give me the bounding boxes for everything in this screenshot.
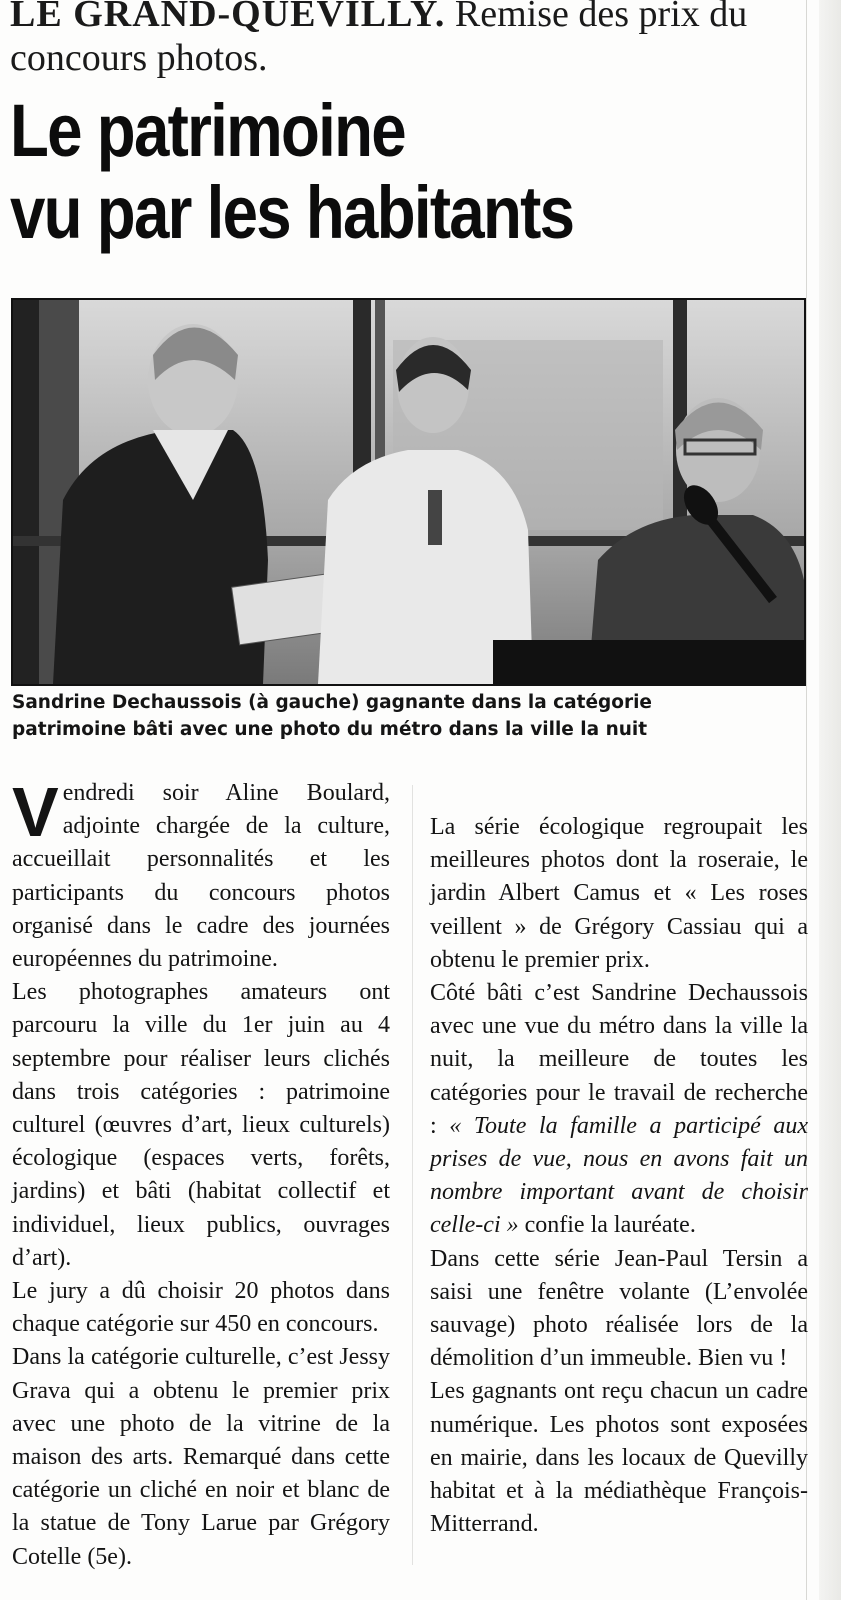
paragraph-winners: Les gagnants ont reçu chacun un cadre numérique. Les photos sont exposées en mairie, dans les locaux de Quevilly habitat et à la médiathèque François-Mitterrand. [430, 1378, 808, 1538]
paragraph-culture: Dans la catégorie culturelle, c’est Jessy Grava qui a obtenu le premier prix avec une photo de la vitrine de la maison des arts. Remarqué dans cette catégorie un cliché en noir et blanc de la statue de Tony Larue par Grégory Cotelle (5e). [12, 1344, 390, 1570]
paragraph-categories: Les photographes amateurs ont parcouru la ville du 1er juin au 4 septembre pour réaliser leurs clichés dans trois catégories : patrimoine culturel (œuvres d’art, lieux culturels) écologique (espaces verts, forêts, jardins) et bâti (habitat collectif et individuel, lieux publics, ouvrages d’art). [12, 979, 390, 1271]
headline [10, 90, 689, 254]
paragraph-intro [12, 773, 390, 976]
article-kicker [10, 0, 800, 80]
caption-line-1: Sandrine Dechaussois (à gauche) gagnante dans la catégorie [12, 692, 652, 713]
paragraph-ecology: La série écologique regroupait les meilleures photos dont la roseraie, le jardin Albert Camus et « Les roses veillent » de Grégory Cassiau qui a obtenu le premier prix. [430, 814, 808, 973]
adjacent-column-bleed [819, 0, 841, 1600]
photo-three-women-award [13, 300, 804, 684]
headline-line-2: vu par les habitants [10, 171, 574, 254]
kicker-text: Remise des prix du concours photos. [10, 0, 748, 79]
paragraph-jury: Le jury a dû choisir 20 photos dans chaque catégorie sur 450 en concours. [12, 1278, 390, 1338]
kicker-location: LE GRAND-QUEVILLY. [10, 0, 446, 35]
body-column-right [430, 747, 808, 1541]
drop-cap: V [12, 773, 59, 851]
paragraph-bati [430, 977, 808, 1243]
paragraph-tersin: Dans cette série Jean-Paul Tersin a saisi une fenêtre volante (L’envolée sauvage) photo réalisée lors de la démolition d’un immeuble. Bien vu ! [430, 1245, 808, 1372]
column-separator [412, 785, 413, 1565]
paragraph-intro-text: endredi soir Aline Boulard, adjointe chargée de la culture, accueillait personnalités et les participants du concours photos organisé dans le cadre des journées européennes du patrimoine. [12, 780, 390, 973]
bati-text: Côté bâti c’est Sandrine Dechaussois avec une vue du métro dans la ville la nuit, la meilleure de toutes les catégories pour le travail de recherche : [430, 980, 808, 1139]
laureate-quote: « Toute la famille a participé aux prises de vue, nous en avons fait un nombre important avant de choisir celle-ci » [430, 1112, 809, 1239]
photo-caption [12, 689, 802, 743]
caption-line-2: patrimoine bâti avec une photo du métro dans la ville la nuit [12, 719, 648, 740]
headline-line-1: Le patrimoine [10, 89, 405, 172]
article-photo [11, 298, 806, 686]
body-column-left [12, 773, 390, 1574]
bati-text-end: confie la lauréate. [518, 1212, 696, 1239]
